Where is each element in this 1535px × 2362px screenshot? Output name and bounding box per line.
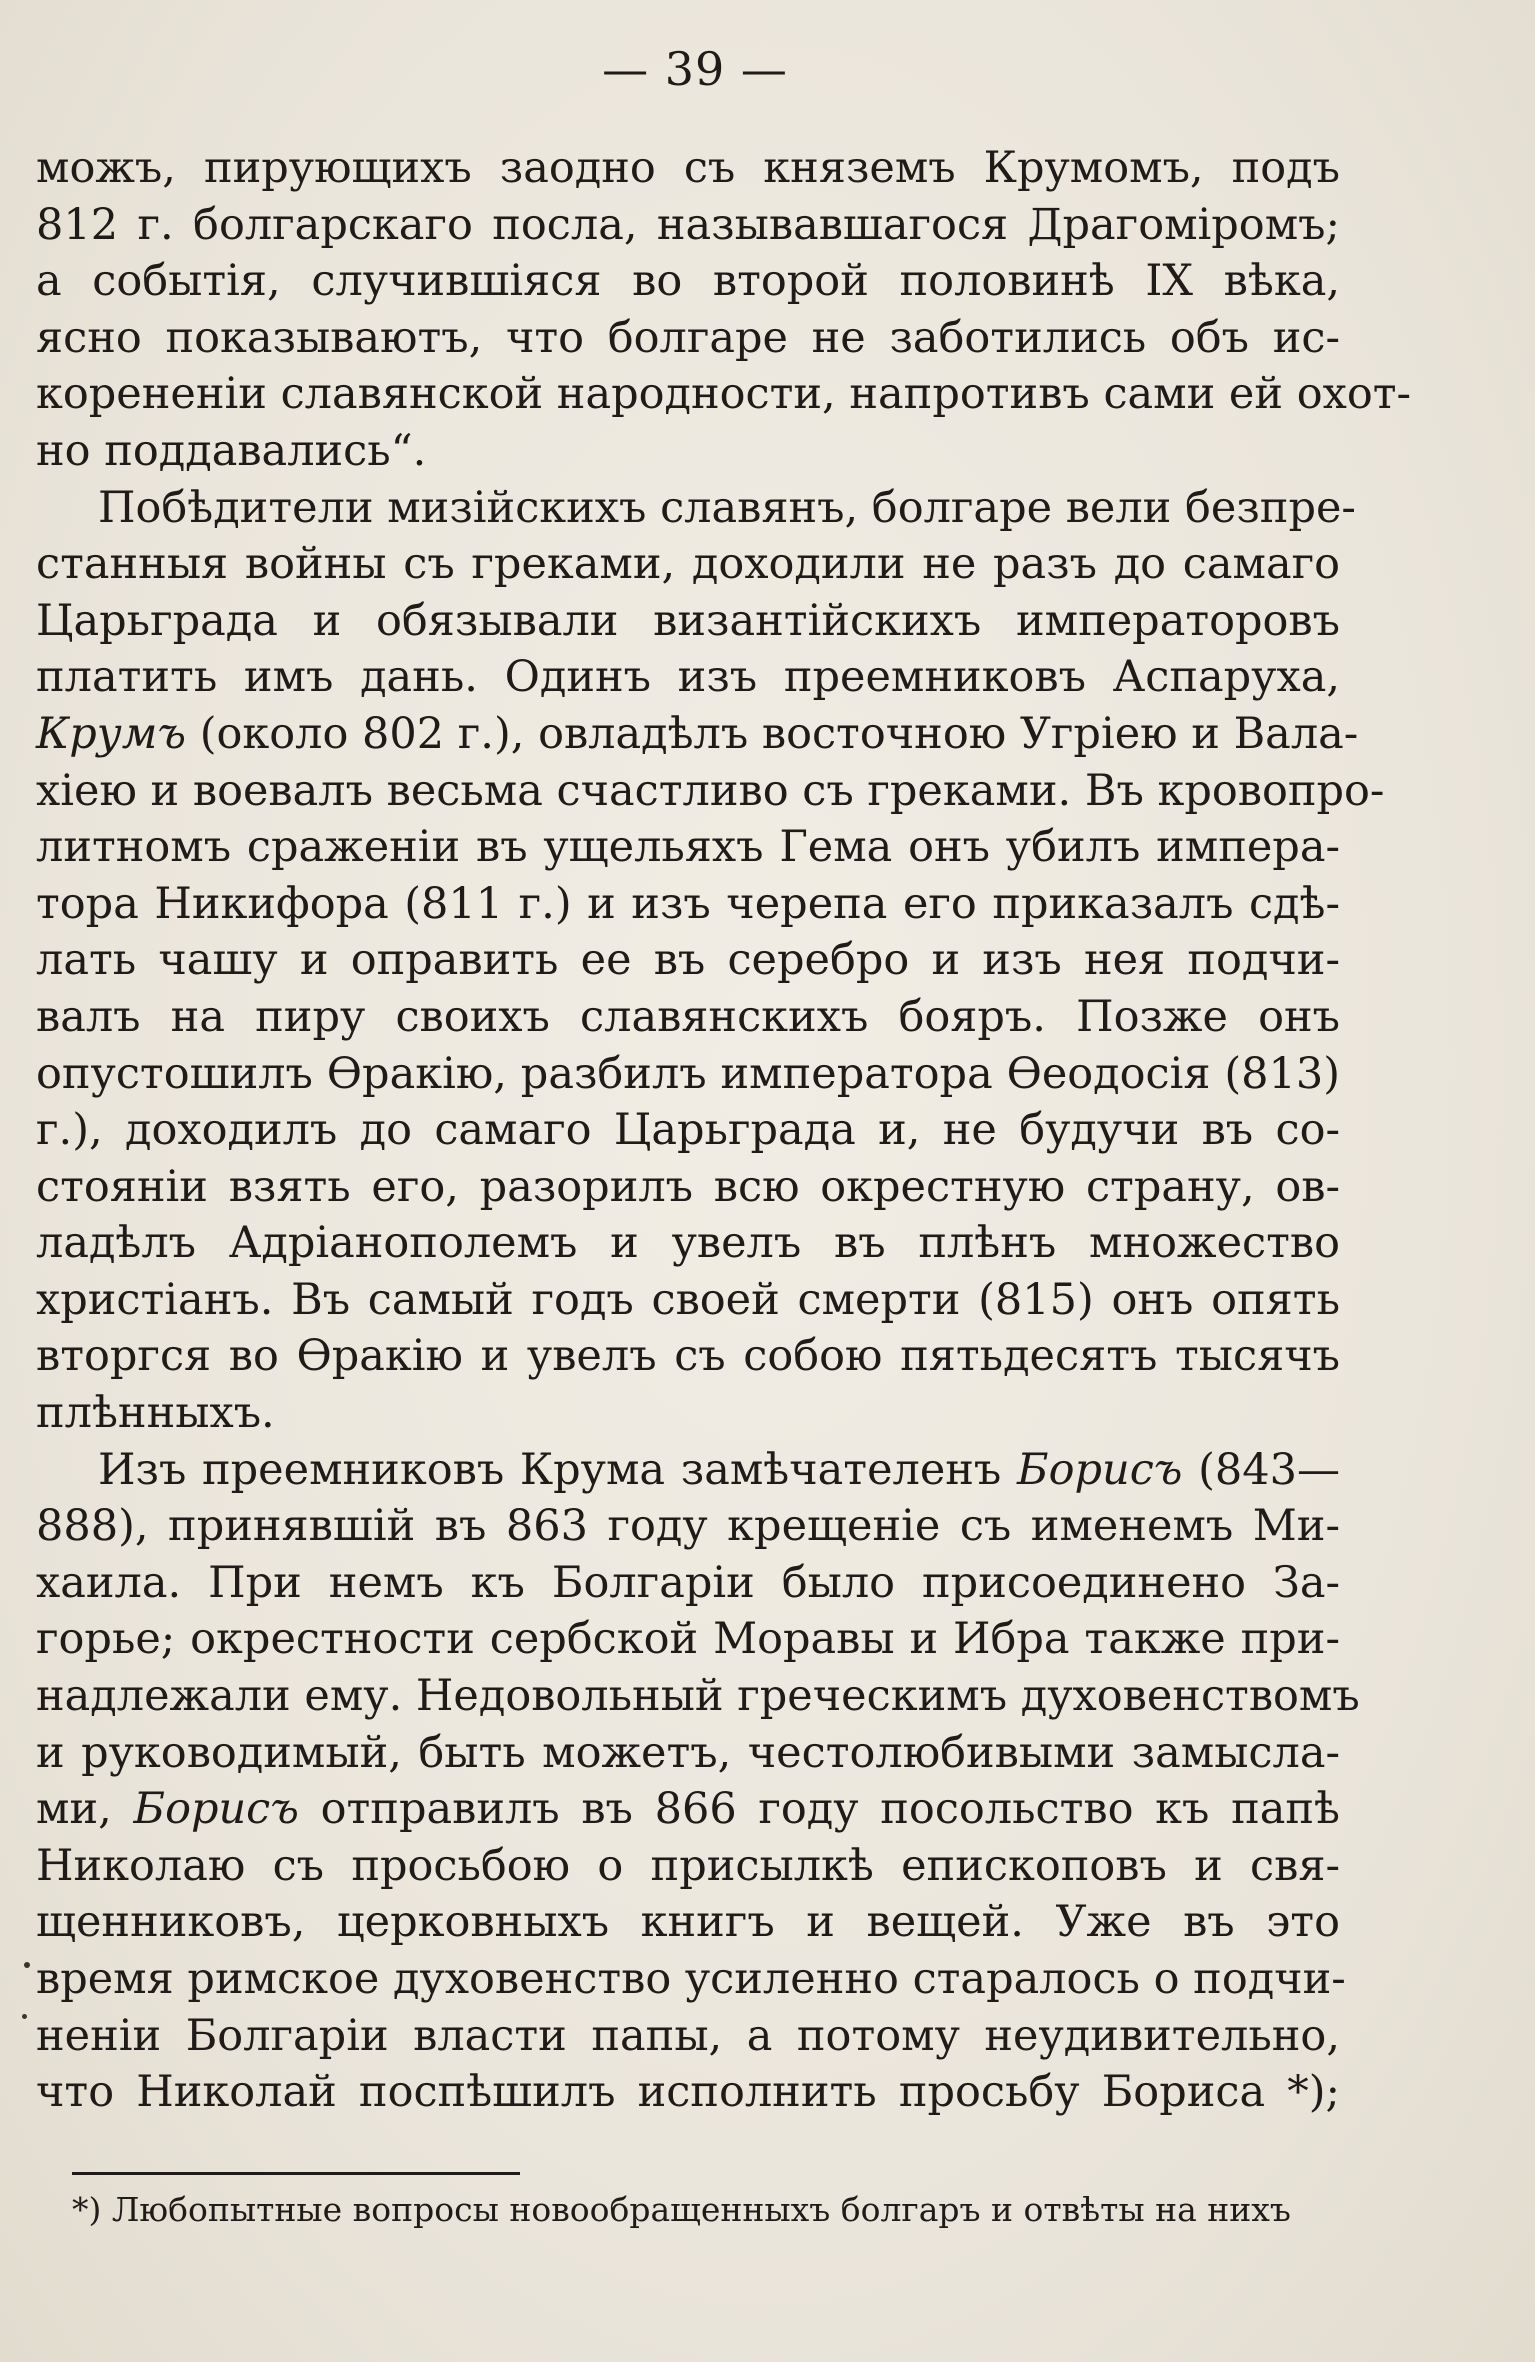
text-line: станныя войны съ греками, доходили не разъ до самаго: [36, 539, 1340, 590]
paragraph-3: [36, 1442, 1360, 2121]
footnote: *) Любопытные вопросы новообращенныхъ болгаръ и отвѣты на нихъ: [72, 2190, 1291, 2229]
italic-name: Борисъ: [1016, 1444, 1183, 1495]
text-line: ладѣлъ Адріанополемъ и увелъ въ плѣнъ множество: [36, 1218, 1340, 1269]
body-text: [36, 140, 1412, 2121]
text-line: надлежали ему. Недовольный греческимъ духовенствомъ: [36, 1671, 1360, 1722]
text-line: а событія, случившіяся во второй половинѣ IX вѣка,: [36, 256, 1340, 307]
footnote-divider: [72, 2172, 520, 2175]
text-line: опустошилъ Ѳракію, разбилъ императора Ѳеодосія (813): [36, 1048, 1340, 1099]
margin-speck: [24, 1962, 30, 1968]
paragraph-1: [36, 140, 1412, 480]
text-line: вторгся во Ѳракію и увелъ съ собою пятьдесятъ тысячъ: [36, 1331, 1340, 1382]
text-line: хіею и воевалъ весьма счастливо съ греками. Въ кровопро-: [36, 765, 1385, 816]
text-line: Царьграда и обязывали византійскихъ императоровъ: [36, 595, 1340, 646]
text-line: корененіи славянской народности, напротивъ сами ей охот-: [36, 369, 1412, 420]
text-line: что Николай поспѣшилъ исполнить просьбу Бориса *);: [36, 2067, 1340, 2118]
text-line: 888), принявшій въ 863 году крещеніе съ именемъ Ми-: [36, 1501, 1340, 1552]
text-line: литномъ сраженіи въ ущельяхъ Гема онъ убилъ импера-: [36, 822, 1340, 873]
text-line: платить имъ дань. Одинъ изъ преемниковъ Аспаруха,: [36, 652, 1340, 703]
text-line: хаила. При немъ къ Болгаріи было присоединено За-: [36, 1557, 1340, 1608]
text-line: но поддавались“.: [36, 425, 427, 476]
page-number: — 39 —: [602, 42, 788, 96]
text-line: ми, Борисъ отправилъ въ 866 году посольство къ папѣ: [36, 1784, 1340, 1835]
text-line: щенниковъ, церковныхъ книгъ и вещей. Уже въ это: [36, 1897, 1340, 1948]
text-line: лать чашу и оправить ее въ серебро и изъ нея подчи-: [36, 935, 1340, 986]
text-line: плѣнныхъ.: [36, 1388, 275, 1439]
text-line: 812 г. болгарскаго посла, называвшагося Драгоміромъ;: [36, 199, 1340, 250]
italic-name: Крумъ: [36, 708, 187, 759]
text-line: христіанъ. Въ самый годъ своей смерти (815) онъ опять: [36, 1274, 1340, 1325]
text-line: Изъ преемниковъ Крума замѣчателенъ Борисъ (843—: [98, 1444, 1340, 1495]
text-line: неніи Болгаріи власти папы, а потому неудивительно,: [36, 2010, 1340, 2061]
italic-name: Борисъ: [133, 1784, 299, 1835]
text-line: тора Никифора (811 г.) и изъ черепа его приказалъ сдѣ-: [36, 878, 1340, 929]
text-line: время римское духовенство усиленно старалось о подчи-: [36, 1954, 1346, 2004]
text-line: Крумъ (около 802 г.), овладѣлъ восточною Угріею и Вала-: [36, 708, 1359, 759]
paragraph-2: [36, 480, 1385, 1442]
text-line: Побѣдители мизійскихъ славянъ, болгаре вели безпре-: [98, 482, 1356, 533]
text-line: ясно показываютъ, что болгаре не заботились объ ис-: [36, 312, 1340, 363]
text-line: горье; окрестности сербской Моравы и Ибра также при-: [36, 1614, 1340, 1665]
text-line: и руководимый, быть можетъ, честолюбивыми замысла-: [36, 1727, 1340, 1778]
text-line: можъ, пирующихъ заодно съ княземъ Крумомъ, подъ: [36, 143, 1340, 193]
text-line: Николаю съ просьбою о присылкѣ епископовъ и свя-: [36, 1840, 1340, 1891]
text-line: валъ на пиру своихъ славянскихъ бояръ. Позже онъ: [36, 991, 1340, 1042]
text-line: г.), доходилъ до самаго Царьграда и, не будучи въ со-: [36, 1105, 1340, 1156]
text-line: стояніи взять его, разорилъ всю окрестную страну, ов-: [36, 1161, 1340, 1212]
margin-speck: [22, 2014, 27, 2019]
